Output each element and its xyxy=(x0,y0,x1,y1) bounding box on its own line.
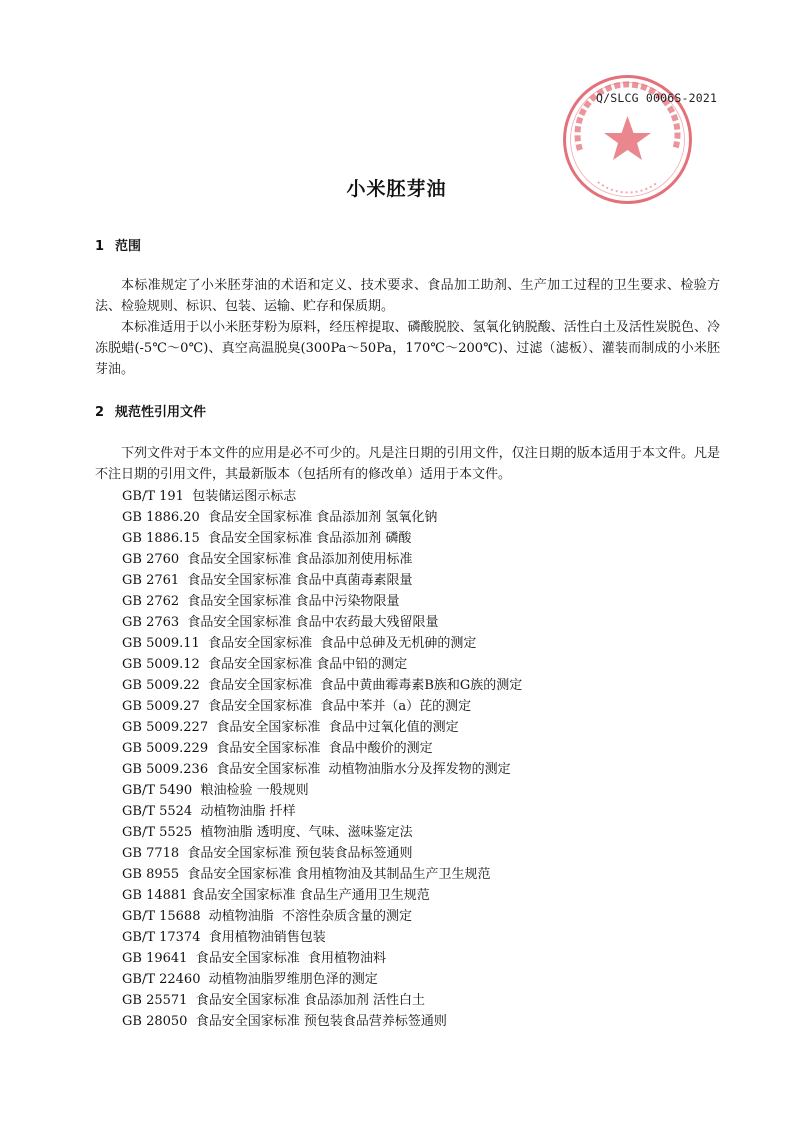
section-title: 范围 xyxy=(115,239,142,254)
reference-item: GB 2761 食品安全国家标准 食品中真菌毒素限量 xyxy=(122,573,413,588)
reference-item: GB 5009.11 食品安全国家标准 食品中总砷及无机砷的测定 xyxy=(122,636,477,651)
reference-item: GB 2763 食品安全国家标准 食品中农药最大残留限量 xyxy=(122,615,439,630)
section-number: 1 xyxy=(95,239,105,254)
reference-item: GB 5009.22 食品安全国家标准 食品中黄曲霉毒素B族和G族的测定 xyxy=(122,678,523,693)
reference-item: GB 5009.236 食品安全国家标准 动植物油脂水分及挥发物的测定 xyxy=(122,762,511,777)
reference-item: GB/T 15688 动植物油脂 不溶性杂质含量的测定 xyxy=(122,909,413,924)
reference-item: GB/T 17374 食用植物油销售包装 xyxy=(122,930,326,945)
section-1-heading xyxy=(95,235,141,254)
reference-item: GB 28050 食品安全国家标准 预包装食品营养标签通则 xyxy=(122,1014,447,1029)
section-2-heading xyxy=(95,401,206,420)
reference-item: GB 7718 食品安全国家标准 预包装食品标签通则 xyxy=(122,846,413,861)
section-number: 2 xyxy=(95,405,105,420)
reference-item: GB 5009.12 食品安全国家标准 食品中铅的测定 xyxy=(122,657,408,672)
reference-item: GB 1886.20 食品安全国家标准 食品添加剂 氢氧化钠 xyxy=(122,510,438,525)
reference-item: GB 1886.15 食品安全国家标准 食品添加剂 磷酸 xyxy=(122,531,412,546)
reference-item: GB 2760 食品安全国家标准 食品添加剂使用标准 xyxy=(122,552,413,567)
reference-item: GB/T 5524 动植物油脂 扦样 xyxy=(122,804,296,819)
document-code: Q/SLCG 0006S-2021 xyxy=(596,91,718,105)
reference-item: GB 5009.229 食品安全国家标准 食品中酸价的测定 xyxy=(122,741,433,756)
reference-item: GB 8955 食品安全国家标准 食用植物油及其制品生产卫生规范 xyxy=(122,867,491,882)
reference-item: GB/T 5525 植物油脂 透明度、气味、滋味鉴定法 xyxy=(122,825,413,840)
section-2-paragraph-1: 下列文件对于本文件的应用是必不可少的。凡是注日期的引用文件，仅注日期的版本适用于本文件。凡是不注日期的引用文件，其最新版本（包括所有的修改单）适用于本文件。 xyxy=(95,446,720,482)
reference-item: GB/T 22460 动植物油脂罗维朋色泽的测定 xyxy=(122,972,378,987)
reference-item: GB 5009.27 食品安全国家标准 食品中苯并（a）芘的测定 xyxy=(122,699,472,714)
reference-item: GB/T 5490 粮油检验 一般规则 xyxy=(122,783,309,798)
reference-item: GB 14881 食品安全国家标准 食品生产通用卫生规范 xyxy=(122,888,430,903)
reference-item: GB 25571 食品安全国家标准 食品添加剂 活性白土 xyxy=(122,993,425,1008)
reference-item: GB 2762 食品安全国家标准 食品中污染物限量 xyxy=(122,594,400,609)
section-1-paragraph-1: 本标准规定了小米胚芽油的术语和定义、技术要求、食品加工助剂、生产加工过程的卫生要求、检验方法、检验规则、标识、包装、运输、贮存和保质期。 xyxy=(95,278,720,314)
section-1-paragraph-2: 本标准适用于以小米胚芽粉为原料，经压榨提取、磷酸脱胶、氢氧化钠脱酸、活性白土及活性炭脱色、冷冻脱蜡(-5℃～0℃)、真空高温脱臭(300Pa～50Pa，170℃～200℃)、过滤（滤板）、灌装而制成的小米胚芽油。 xyxy=(95,320,720,377)
reference-list xyxy=(122,486,522,1032)
reference-item: GB 19641 食品安全国家标准 食用植物油料 xyxy=(122,951,386,966)
reference-item: GB/T 191 包装储运图示标志 xyxy=(122,489,297,504)
section-title: 规范性引用文件 xyxy=(115,405,207,420)
document-title: 小米胚芽油 xyxy=(346,178,447,200)
reference-item: GB 5009.227 食品安全国家标准 食品中过氧化值的测定 xyxy=(122,720,459,735)
star-icon xyxy=(604,116,651,160)
